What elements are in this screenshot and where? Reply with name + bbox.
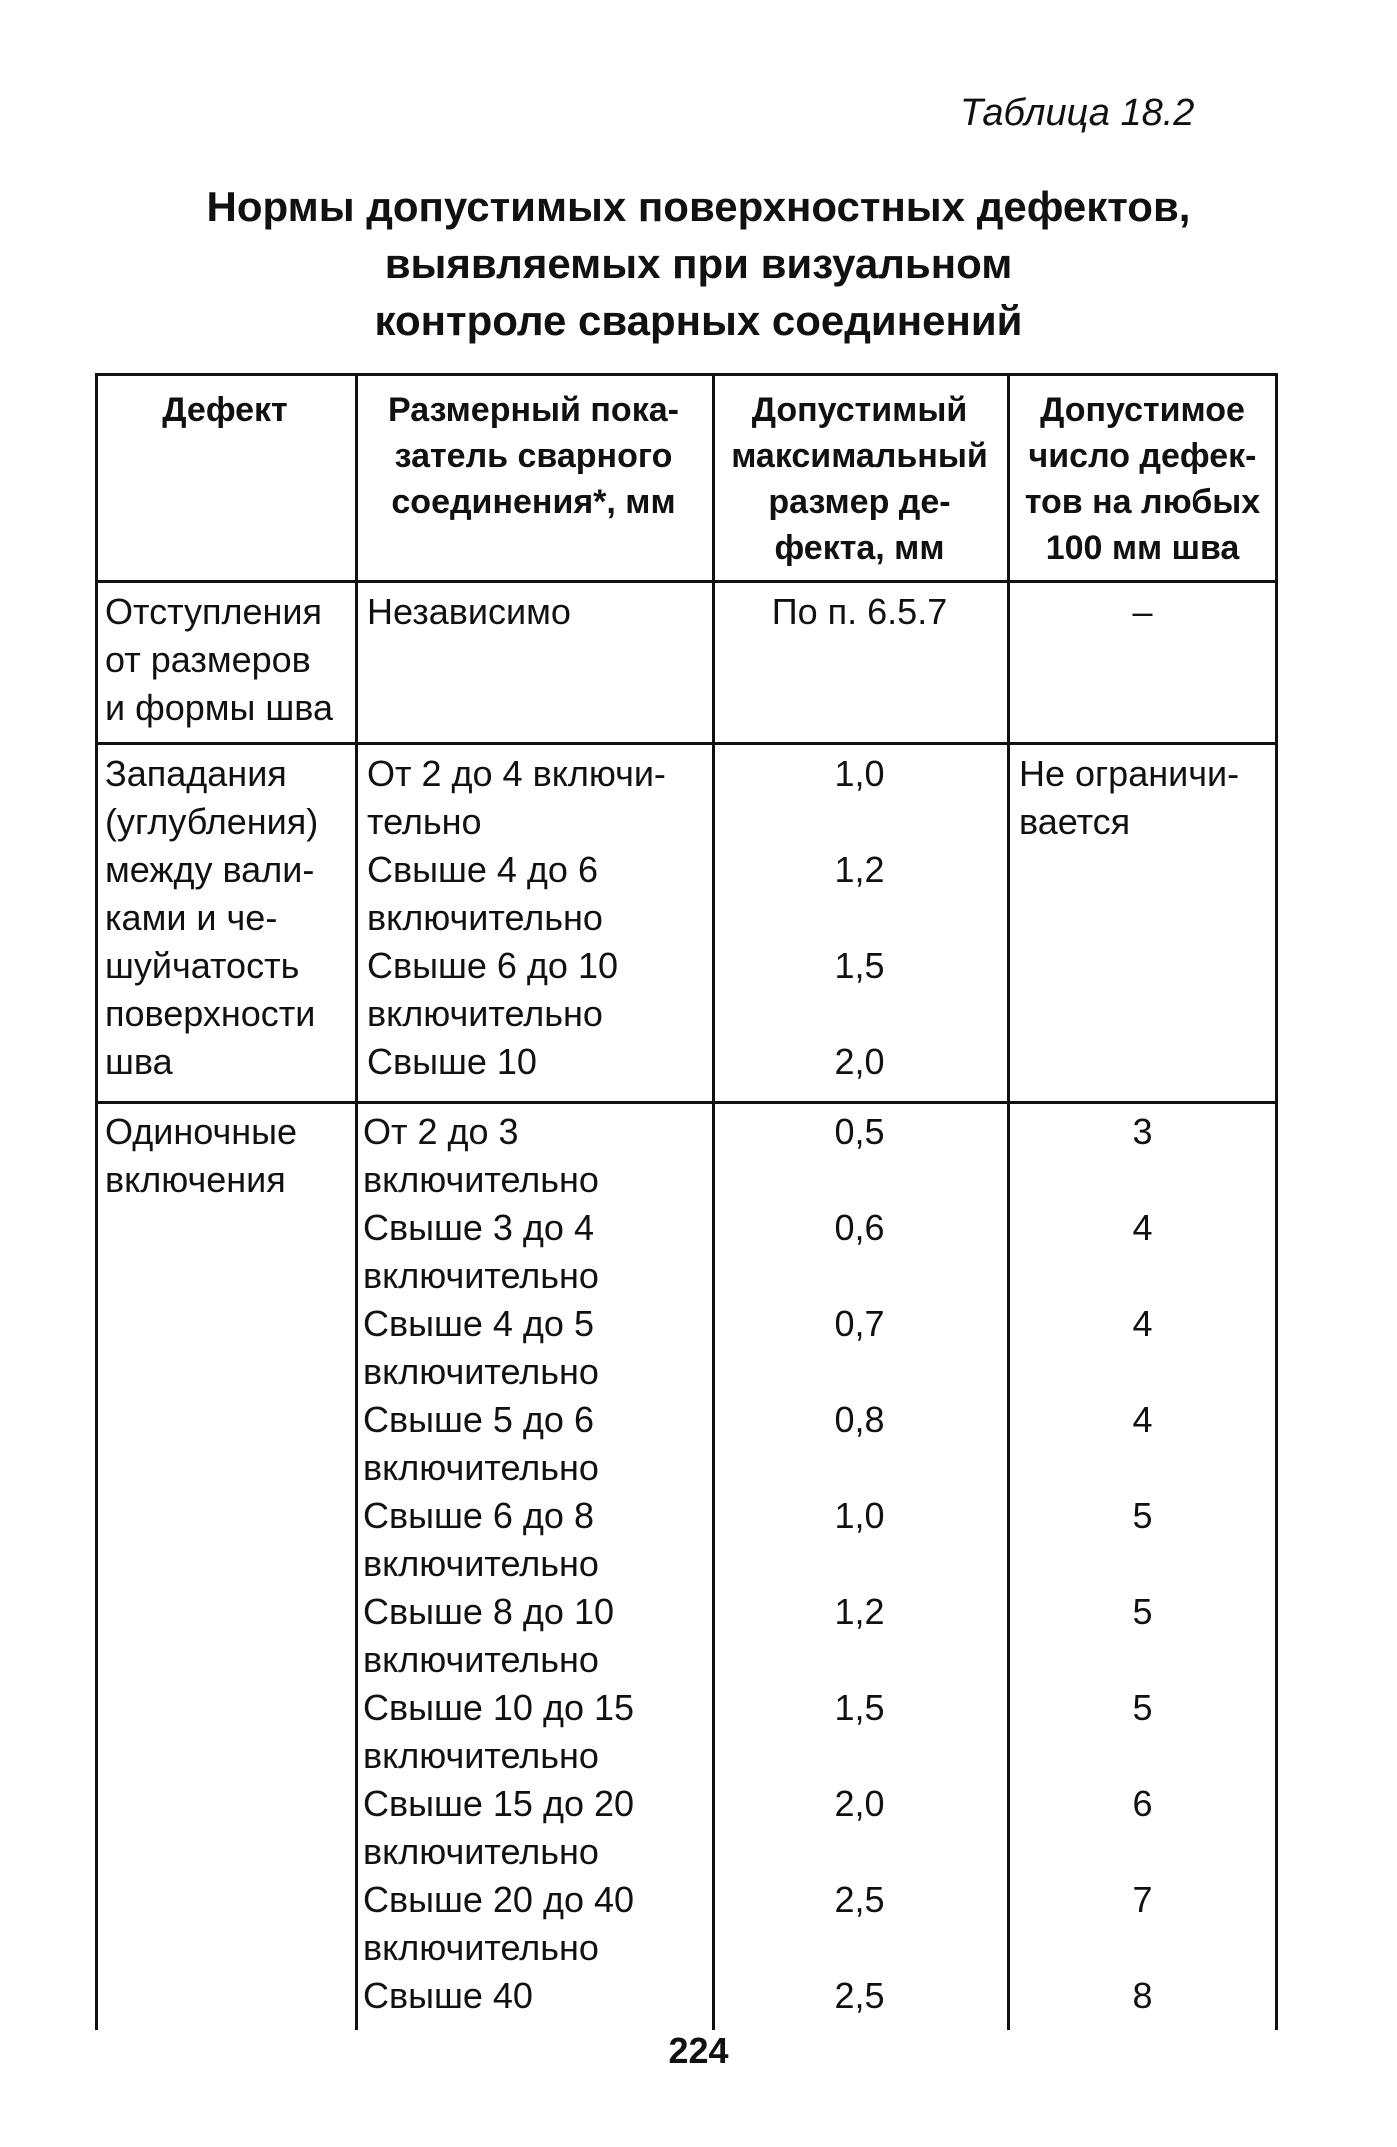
defect-count: 6 xyxy=(1132,1783,1153,1824)
defect-name: (углубления) xyxy=(105,801,319,842)
size-range: включительно xyxy=(363,1351,599,1392)
defect-count: 5 xyxy=(1132,1687,1153,1728)
header-defect: Дефект xyxy=(162,391,288,429)
defect-count: 4 xyxy=(1132,1303,1153,1344)
defect-name: и формы шва xyxy=(105,687,334,728)
size-range: включительно xyxy=(363,1927,599,1968)
defect-name: Одиночные xyxy=(105,1111,297,1152)
size-range: Свыше 5 до 6 xyxy=(363,1399,594,1440)
size-range: включительно xyxy=(363,1447,599,1488)
max-defect-size: 2,5 xyxy=(834,1975,885,2016)
size-range: От 2 до 3 xyxy=(363,1111,519,1152)
header-size: затель сварного xyxy=(394,437,673,475)
table-number: Таблица 18.2 xyxy=(960,92,1195,134)
size-range: Свыше 10 xyxy=(367,1041,537,1082)
column-border xyxy=(355,373,358,2030)
max-defect-size: 1,2 xyxy=(834,1591,885,1632)
defect-name: Западания xyxy=(105,753,287,794)
row-border xyxy=(95,580,1278,583)
size-range: Свыше 15 до 20 xyxy=(363,1783,635,1824)
size-range: включительно xyxy=(363,1159,599,1200)
defect-count: 5 xyxy=(1132,1495,1153,1536)
header-max-size: Допустимый xyxy=(751,391,968,429)
defect-count: 4 xyxy=(1132,1399,1153,1440)
max-defect-size: 0,8 xyxy=(834,1399,885,1440)
defect-name: Отступления xyxy=(105,591,322,632)
size-range: включительно xyxy=(363,1255,599,1296)
size-range: Свыше 8 до 10 xyxy=(363,1591,614,1632)
header-count: число дефек- xyxy=(1028,437,1257,475)
size-range: Свыше 3 до 4 xyxy=(363,1207,594,1248)
row-border xyxy=(95,1101,1278,1104)
size-range: Свыше 4 до 6 xyxy=(367,849,598,890)
header-max-size: размер де- xyxy=(768,483,951,521)
size-range: Свыше 20 до 40 xyxy=(363,1879,635,1920)
defect-count: 8 xyxy=(1132,1975,1153,2016)
defect-name: от размеров xyxy=(105,639,311,680)
size-range: Свыше 6 до 10 xyxy=(367,945,618,986)
title-line: Нормы допустимых поверхностных дефектов, xyxy=(206,183,1191,230)
header-count: тов на любых xyxy=(1024,483,1261,521)
size-range: включительно xyxy=(363,1735,599,1776)
max-defect-size: 2,5 xyxy=(834,1879,885,1920)
row-border xyxy=(95,742,1278,745)
defect-name: между вали- xyxy=(105,849,315,890)
defect-name: поверхности xyxy=(105,993,316,1034)
max-defect-size: 1,0 xyxy=(834,753,885,794)
max-defect-size: 1,0 xyxy=(834,1495,885,1536)
max-defect-size: 1,5 xyxy=(834,1687,885,1728)
max-defect-size: 1,2 xyxy=(834,849,885,890)
size-range: Свыше 6 до 8 xyxy=(363,1495,594,1536)
size-range: От 2 до 4 включи- xyxy=(367,753,666,794)
defect-count: 7 xyxy=(1132,1879,1153,1920)
max-defect-size: По п. 6.5.7 xyxy=(771,591,948,632)
defect-name: шва xyxy=(105,1041,173,1082)
defect-count: – xyxy=(1132,591,1153,632)
max-defect-size: 0,5 xyxy=(834,1111,885,1152)
defect-name: шуйчатость xyxy=(105,945,300,986)
max-defect-size: 2,0 xyxy=(834,1041,885,1082)
size-range: включительно xyxy=(363,1831,599,1872)
size-range: включительно xyxy=(367,897,603,938)
size-range: включительно xyxy=(363,1543,599,1584)
defect-count: 4 xyxy=(1132,1207,1153,1248)
defect-count: Не ограничи- xyxy=(1019,753,1240,794)
defect-count: вается xyxy=(1019,801,1131,842)
page-number: 224 xyxy=(668,2030,729,2071)
max-defect-size: 2,0 xyxy=(834,1783,885,1824)
header-count: 100 мм шва xyxy=(1045,529,1240,567)
column-border xyxy=(95,373,98,2030)
table-title xyxy=(0,178,1397,349)
size-range: Свыше 40 xyxy=(363,1975,533,2016)
header-max-size: максимальный xyxy=(731,437,988,475)
title-line: контроле сварных соединений xyxy=(374,297,1023,344)
defect-count: 5 xyxy=(1132,1591,1153,1632)
header-count: Допустимое xyxy=(1040,391,1245,429)
size-range: Свыше 10 до 15 xyxy=(363,1687,635,1728)
header-max-size: фекта, мм xyxy=(774,529,945,567)
defects-table xyxy=(95,373,1278,2030)
title-line: выявляемых при визуальном xyxy=(384,240,1013,287)
size-range: включительно xyxy=(363,1639,599,1680)
defect-name: включения xyxy=(105,1159,286,1200)
header-size: соединения*, мм xyxy=(391,483,676,521)
defect-name: ками и че- xyxy=(105,897,278,938)
max-defect-size: 0,6 xyxy=(834,1207,885,1248)
defect-count: 3 xyxy=(1132,1111,1153,1152)
row-border xyxy=(95,373,1278,376)
size-range: включительно xyxy=(367,993,603,1034)
max-defect-size: 0,7 xyxy=(834,1303,885,1344)
size-range: Независимо xyxy=(367,591,571,632)
max-defect-size: 1,5 xyxy=(834,945,885,986)
size-range: Свыше 4 до 5 xyxy=(363,1303,594,1344)
size-range: тельно xyxy=(367,801,482,842)
header-size: Размерный пока- xyxy=(388,391,679,429)
